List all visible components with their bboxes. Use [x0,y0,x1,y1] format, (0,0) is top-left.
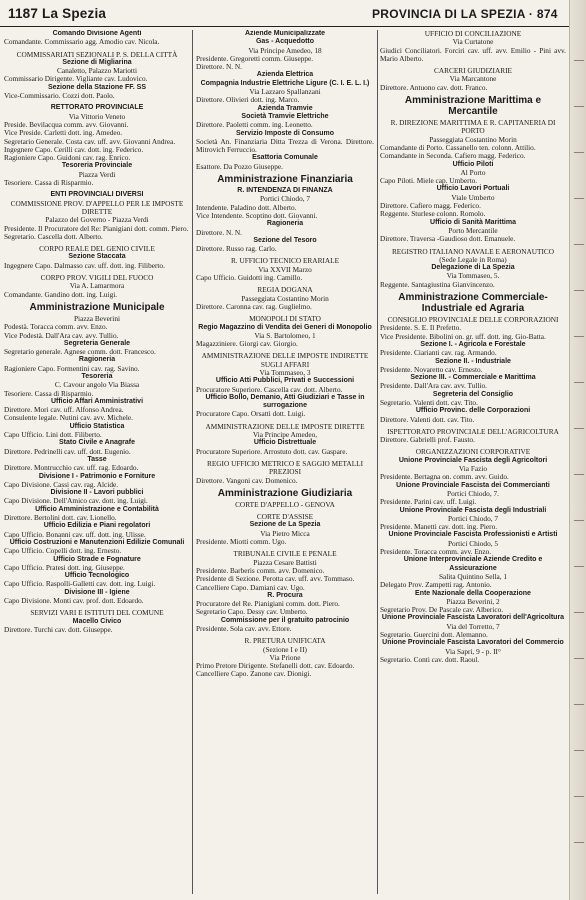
directory-entry: Capo Ufficio. Copelli dott. ing. Ernesto. [4,546,122,556]
office-subheading: Portici Chiodo, 7 [259,194,311,204]
office-heading: Delegazione di La Spezia [431,264,515,272]
office-subheading: AMMINISTRAZIONE DELLE IMPOSTE INDIRETTE SUGLI AFFARI [201,351,369,369]
office-subheading: Porto Mercantile [448,225,498,235]
office-heading: Divisione I - Patrimonio e Forniture [38,472,156,480]
column-middle [196,30,374,894]
directory-entry: Direttore. Turchi cav. dott. Giuseppe. [4,624,113,634]
office-heading: Azienda Tramvie [257,104,313,112]
edge-mark [574,520,584,521]
directory-entry: Direttore. Russo rag. Carlo. [196,244,277,254]
office-heading: Sezione de La Spezia [249,521,321,529]
office-subheading: Via Vittorio Veneto [68,111,126,121]
office-heading: Ufficio Affari Amministrativi [50,397,144,405]
directory-entry: Direttore. Traversa -Gaudioso dott. Emanuele. [380,234,516,244]
directory-entry: Segretario generale. Agnese comm. dott. Francesco. [4,347,156,357]
office-subheading: CORPO REALE DEL GENIO CIVILE [39,244,155,254]
directory-entry: Capo Ufficio. Bonanni cav. uff. dott. ing. Ulisse. [4,529,146,539]
office-heading: Società Tramvie Elettriche [241,112,329,120]
column-divider [192,30,193,894]
directory-entry: Ingegnere Capo. Cerilli cav. dott. ing. Federico. [4,144,144,154]
section-title: Amministrazione Marittima e Mercantile [404,95,542,118]
office-subheading: Via Pietro Micca [260,528,310,538]
office-subheading: REGIA DOGANA [257,285,313,295]
office-subheading: Passeggiata Costantino Morin [241,293,329,303]
office-heading: Compagnia Industrie Elettriche Ligure (C. I. E. L. I.) [200,79,370,87]
edge-mark [574,290,584,291]
directory-entry: Direttore. Olivieri dott. ing. Marco. [196,95,300,105]
office-subheading: CORPO PROV. VIGILI DEL FUOCO [40,273,154,283]
directory-entry: Direttore. Bertolini dott. cav. Lionello. [4,513,117,523]
directory-entry: Vice Presidente. Bibolini on. gr. uff. dott. ing. Gio-Batta. [380,331,546,341]
office-heading: Sezione di Migliarina [62,58,132,66]
directory-entry: Capo Ufficio. Raspolli-Galletti cav. dott. ing. Luigi. [4,579,156,589]
directory-entry: Consulente legale. Nutini cav. avv. Michele. [4,413,133,423]
office-subheading: MONOPOLI DI STATO [249,314,321,324]
directory-entry: Reggente. Santagiustina Gianvincenzo. [380,279,495,289]
office-subheading: REGIO UFFICIO METRICO E SAGGIO METALLI PREZIOSI [206,458,364,477]
office-subheading: Via S. Bartolomeo, 1 [254,330,316,340]
office-heading: Servizio Imposte di Consumo [235,129,334,137]
office-heading: Sezione Staccata [68,253,126,261]
directory-entry: Ragioniere Capo. Guidoni cav. rag. Enrico. [4,153,131,163]
column-left [4,30,190,894]
edge-mark [574,566,584,567]
directory-entry: Presidente. Sola cav. avv. Ettore. [196,624,292,633]
directory-entry: Presidente. Manetti cav. dott. ing. Piero. [380,522,498,532]
edge-mark [574,842,584,843]
section-title: Amministrazione Finanziaria [217,174,353,186]
directory-entry: Capo Ufficio. Pratesi dott. ing. Giuseppe. [4,562,125,572]
office-subheading: CORTE D'APPELLO - GENOVA [235,499,335,509]
office-heading: Sezione del Tesoro [253,236,317,244]
office-heading: Sezione III. - Commerciale e Marittima [410,374,536,382]
office-subheading: Via A. Lamarmora [69,281,125,291]
office-subheading: CORTE D'ASSISE [256,512,314,522]
directory-entry: Capo Divisione. Monti cav. prof. dott. Edoardo. [4,596,144,605]
directory-entry: Commissario Dirigente. Vigliante cav. Ludovico. [4,74,148,84]
directory-entry: Direttore. Paoletti comm. ing. Leonetto. [196,120,313,130]
office-heading: Segreteria Generale [63,339,131,347]
office-subheading: (Sezione I e II) [263,644,307,654]
directory-entry: Direttore. Antuono cav. dott. Franco. [380,82,488,92]
directory-entry: Direttore. Vangoni cav. Domenico. [196,475,298,485]
office-subheading: SERVIZI VARI E ISTITUTI DEL COMUNE [30,608,164,618]
directory-entry: Cancelliere Capo. Zanone cav. Dionigi. [196,669,312,679]
office-heading: Azienda Elettrica [256,71,314,79]
office-subheading: Via Curtatone [452,37,494,47]
office-heading: Sezione I. - Agricola e Forestale [420,340,526,348]
directory-entry: Delegato Prov. Zampetti rag. Antonio. [380,580,492,590]
directory-entry: Presidente. Novaretto cav. Ernesto. [380,364,483,374]
directory-entry: Società An. Finanziaria Ditta Trezza di Verona. Direttore. Mitrovich Ferruccio. [196,136,374,155]
office-heading: Divisione III - Igiene [64,588,130,596]
directory-entry: Presidente di Sezione. Perotta cav. uff. avv. Tommaso. [196,574,355,584]
office-subheading: Piazza Beverini [74,313,120,323]
directory-entry: Presidente. Miotti comm. Ugo. [196,537,287,547]
edge-mark [574,382,584,383]
edge-mark [574,198,584,199]
office-subheading: Viale Umberto [451,192,495,202]
page-number-city: 1187 La Spezia [8,6,107,21]
office-heading: Comando Divisione Agenti [52,30,142,37]
office-subheading: Via XXVII Marzo [258,264,312,274]
directory-entry: Magazziniere. Giorgi cav. Giorgio. [196,339,298,349]
column-divider [377,30,378,894]
directory-entry: Procuratore Superiore. Arrostuto dott. cav. Gaspare. [196,446,348,456]
directory-entry: Presidente. Ciarianti cav. rag. Armando. [380,348,497,358]
office-heading: Macello Civico [72,617,122,625]
edge-mark [574,704,584,705]
office-heading: Sezione II. - Industriale [435,357,511,365]
office-subheading: Piazza Verdi [78,169,116,179]
directory-entry: Comandante. Commissario agg. Amodio cav. Nicola. [4,37,160,47]
edge-mark [574,658,584,659]
directory-entry: Preside. Bevilacqua comm. avv. Giovanni. [4,119,129,129]
office-subheading: (Sede Legale in Roma) [439,254,507,264]
directory-entry: Direttore. N. N. [196,62,242,72]
directory-entry: Vice Intendente. Scoptino dott. Giovanni. [196,210,318,220]
header-rule [0,26,574,27]
directory-entry: Capo Piloti. Miele cap. Umberto. [380,176,478,186]
office-heading: R. Procura [267,591,303,599]
section-title: Amministrazione Commerciale-Industriale ed Agraria [398,292,548,315]
office-heading: Ufficio Piloti [452,160,494,168]
directory-entry: Vice Podestà. Dall'Ara cav. avv. Tullio. [4,330,119,340]
office-heading: Sezione della Stazione FF. SS [47,83,147,91]
edge-mark [574,428,584,429]
office-heading: Ente Nazionale della Cooperazione [415,589,531,597]
directory-entry: Comandante di Porto. Cassanello ten. colonn. Attilio. [380,142,536,152]
office-heading: Ragioneria [78,356,116,364]
directory-entry: Segretario. Valenti dott. cav. Tito. [380,397,478,407]
office-subheading: COMMISSARIATI SEZIONALI P. S. DELLA CITTÀ [16,49,178,59]
directory-entry: Presidente. Toracca comm. avv. Enzo. [380,547,492,557]
office-heading: Tasse [87,455,107,463]
directory-entry: Vice Preside. Carletti dott. ing. Amedeo. [4,128,123,138]
office-heading: Ufficio Edilizia e Piani regolatori [43,522,151,530]
office-heading: Aziende Municipalizzate [244,30,326,37]
office-heading: ENTI PROVINCIALI DIVERSI [50,191,144,199]
column-right [380,30,566,894]
office-subheading: Piazza Beverini, 2 [446,596,500,606]
office-heading: Unione Interprovinciale Aziende Credito e Assicurazione [403,556,543,572]
office-subheading: Portici Chiodo, 7 [447,513,499,523]
office-heading: Esattoria Comunale [252,154,318,162]
edge-mark [574,152,584,153]
directory-entry: Presidente. Gregoretti comm. Giuseppe. [196,53,314,63]
office-subheading: Via Fazio [458,464,488,474]
directory-entry: Presidente. Bertagna on. comm. avv. Guido. [380,472,509,482]
section-title: Amministrazione Municipale [29,301,165,313]
page-edge-margin [569,0,586,900]
directory-entry: Direttore. N. N. [196,227,242,237]
directory-entry: Esattore. Da Pozzo Giuseppe. [196,161,283,171]
directory-entry: Segretario. Conti cav. dott. Raoul. [380,654,480,664]
office-subheading: CONSIGLIO PROVINCIALE DELLE CORPORAZIONI [387,315,559,325]
office-heading: Ragioneria [266,220,304,228]
office-subheading: Piazza Cesare Battisti [253,557,317,567]
office-heading: RETTORATO PROVINCIALE [50,104,144,112]
office-subheading: AMMINISTRAZIONE DELLE IMPOSTE DIRETTE [205,421,365,431]
directory-entry: Direttore. Mori cav. uff. Alfonso Andrea. [4,405,124,415]
directory-entry: Tesoriere. Cassa di Risparmio. [4,178,94,188]
directory-entry: Procuratore Capo. Orsatti dott. Luigi. [196,409,306,419]
office-heading: Ufficio di Sanità Marittima [430,218,516,226]
office-heading: Unione Provinciale Fascista Lavoratori dell'Agricoltura [381,614,565,622]
directory-entry: Procuratore del Re. Pianigiani comm. dott. Piero. [196,599,340,609]
office-subheading: Via Prione [269,652,301,662]
directory-entry: Presidente. Dall'Ara cav. avv. Tullio. [380,381,487,391]
office-heading: Unione Provinciale Fascista degli Agricoltori [398,456,548,464]
directory-entry: Cancelliere Capo. Damiani cav. Ugo. [196,582,305,592]
edge-mark [574,796,584,797]
directory-entry: Direttore. Valenti dott. cav. Tito. [380,414,475,424]
office-heading: Ufficio Statistica [69,422,125,430]
office-subheading: CARCERI GIUDIZIARIE [433,66,513,76]
section-title: Amministrazione Giudiziaria [217,487,353,499]
office-subheading: Via Tommaseo, 5. [446,271,500,281]
directory-entry: Vice-Commissario. Cozzi dott. Paolo. [4,91,115,101]
directory-entry: Direttore. Cafiero magg. Federico. [380,201,481,211]
directory-entry: Capo Divisione. Dell'Amico cav. dott. ing. Luigi. [4,496,148,506]
directory-entry: Segretario. Cascella dott. Alberto. [4,231,103,241]
directory-entry: Intendente. Paladino dott. Alberto. [196,202,297,212]
office-subheading: R. PRETURA UNIFICATA [244,636,326,646]
directory-entry: Capo Ufficio. Guidotti ing. Camillo. [196,273,303,283]
office-heading: Ufficio Lavori Portuali [436,185,510,193]
office-heading: Ufficio Atti Pubblici, Privati e Successioni [215,377,355,385]
office-subheading: ISPETTORATO PROVINCIALE DELL'AGRICOLTURA [387,426,559,436]
office-subheading: Portici Chiodo, 7. [447,488,499,498]
office-subheading: TRIBUNALE CIVILE E PENALE [233,549,337,559]
office-heading: Ufficio Costruzioni e Manutenzioni Edilizie Comunali [9,538,185,546]
office-subheading: R. UFFICIO TECNICO ERARIALE [230,256,340,266]
office-heading: Commissione per il gratuito patrocinio [220,616,350,624]
directory-entry: Capo Divisione. Cassi cav. rag. Alcide. [4,479,119,489]
office-heading: Regio Magazzino di Vendita dei Generi di Monopolio [198,323,372,331]
directory-entry: Giudici Conciliatori. Forciri cav. uff. avv. Emilio - Pini avv. Mario Alberto. [380,45,566,63]
edge-mark [574,106,584,107]
directory-entry: Ingegnere Capo. Dalmasso cav. uff. dott. ing. Filiberto. [4,260,165,270]
directory-entry: Segretario Capo. Dessy cav. Umberto. [196,607,308,617]
directory-entry: Reggente. Sturlese colonn. Romolo. [380,209,486,219]
edge-mark [574,612,584,613]
directory-entry: Direttore. Montrucchio cav. uff. rag. Edoardo. [4,463,139,473]
directory-entry: Direttore. Gabrielli prof. Fausto. [380,435,475,445]
directory-entry: Direttore. Pedrinelli cav. uff. dott. Eugenio. [4,446,131,456]
office-heading: Ufficio Strade e Fognature [53,555,141,563]
office-subheading: COMMISSIONE PROV. D'APPELLO PER LE IMPOSTE DIRETTE [10,198,184,216]
directory-entry: Presidente. Barberis comm. avv. Domenico. [196,565,325,575]
office-heading: Unione Provinciale Fascista degli Industriali [399,506,547,514]
directory-entry: Presidente. Parini cav. uff. Luigi. [380,497,477,507]
office-subheading: ORGANIZZAZIONI CORPORATIVE [415,447,531,457]
office-heading: Stato Civile e Anagrafe [59,439,135,447]
running-head: PROVINCIA DI LA SPEZIA · 874 [372,7,558,21]
edge-mark [574,244,584,245]
directory-entry: Segretario. Guercini dott. Alemanno. [380,630,488,639]
office-subheading: Salita Quintino Sella, 1 [438,571,508,581]
office-heading: Ufficio Provinc. delle Corporazioni [415,407,531,415]
office-subheading: Via del Torretto, 7 [446,621,500,631]
edge-mark [574,750,584,751]
office-heading: Tesoreria Provinciale [61,162,133,170]
directory-entry: Tesoriere. Cassa di Risparmio. [4,388,94,398]
office-subheading: REGISTRO ITALIANO NAVALE E AERONAUTICO [391,246,555,256]
office-heading: Ufficio Tecnologico [64,572,130,580]
office-subheading: Palazzo del Governo - Piazza Verdi [45,215,149,225]
directory-entry: Procuratore Superiore. Cascella cav. dott. Alberto. [196,384,343,394]
office-heading: Unione Provinciale Fascista Lavoratori del Commercio [382,639,564,647]
office-subheading: Via Principe Amedeo, [252,430,318,440]
office-heading: Ufficio Amministrazione e Contabilità [35,505,159,513]
office-heading: Unione Provinciale Fascista Professionisti e Artisti [388,531,558,539]
office-subheading: Via Tommaseo, 3 [259,367,311,377]
directory-entry: Capo Ufficio. Lini dott. Filiberto. [4,430,102,440]
directory-entry: Primo Pretore Dirigente. Stefanelli dott. cav. Edoardo. [196,661,355,671]
office-heading: Ufficio Distrettuale [253,439,317,447]
office-subheading: Via Marcantone [449,74,497,84]
office-heading: Segreteria del Consiglio [432,390,514,398]
office-heading: Ufficio Bollo, Demanio, Atti Giudiziari e Tasse in surrogazione [205,393,365,410]
office-heading: Gas - Acquedotto [255,38,315,46]
office-subheading: Portici Chiodo, 5 [447,538,499,548]
directory-entry: Segretario Prov. De Pascale cav. Alberico. [380,605,504,615]
edge-mark [574,336,584,337]
office-subheading: UFFICIO DI CONCILIAZIONE [424,30,522,38]
office-subheading: Via Lazzaro Spallanzani [249,87,321,97]
directory-entry: Ragioniere Capo. Formentini cav. rag. Savino. [4,363,140,373]
office-heading: R. INTENDENZA DI FINANZA [237,187,333,195]
office-subheading: Passeggiata Costantino Morin [429,134,517,144]
directory-entry: Segretario Generale. Costa cav. uff. avv. Giovanni Andrea. [4,136,176,146]
edge-mark [574,474,584,475]
directory-entry: Presidente. S. E. Il Prefetto. [380,323,462,333]
directory-entry: Comandante in Seconda. Cafiero magg. Federico. [380,151,526,161]
directory-entry: Podestà. Toracca comm. avv. Enzo. [4,322,108,332]
office-subheading: Via Sapri, 9 - p. II° [445,646,501,656]
directory-entry: Comandante. Gandino dott. ing. Luigi. [4,289,118,299]
office-heading: Divisione II - Lavori pubblici [50,489,144,497]
office-heading: Unione Provinciale Fascista dei Commercianti [396,481,550,489]
edge-mark [574,60,584,61]
office-heading: Tesoreria [81,372,113,380]
page-header [0,0,586,30]
office-subheading: C. Cavour angolo Via Biassa [54,380,140,390]
directory-entry: Direttore. Caronna cav. rag. Guglielmo. [196,301,312,311]
office-subheading: Canaletto, Palazzo Mariotti [56,66,138,76]
directory-entry: Presidente. Il Procuratore del Re: Pianigiani dott. comm. Piero. [4,223,189,233]
office-subheading: Al Porto [460,167,486,177]
office-subheading: Via Principe Amedeo, 18 [248,45,322,55]
office-subheading: R. DIREZIONE MARITTIMA E R. CAPITANERIA DI PORTO [390,118,556,136]
